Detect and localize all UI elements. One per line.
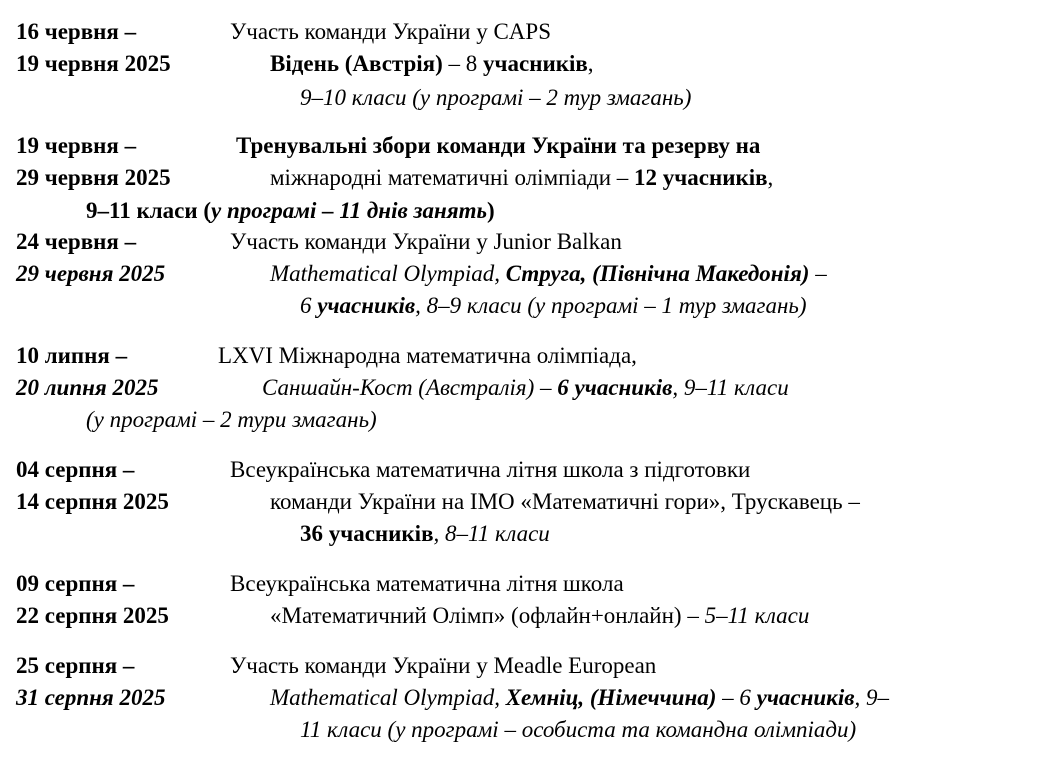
entry-5-date-start: 04 серпня – (16, 457, 135, 482)
participants-text: 36 учасників (300, 521, 434, 546)
entry-5-line-1: Всеукраїнська математична літня школа з підготовки (230, 457, 751, 482)
entry-4-line-2 (262, 376, 789, 399)
comma-text: , (494, 685, 506, 710)
grades-text: 9–11 класи ( (86, 198, 212, 223)
participants-text: учасників (756, 685, 855, 710)
entry-3-line-1: Участь команди України у Junior Balkan (230, 229, 622, 254)
entry-1-date-start: 16 червня – (16, 19, 137, 44)
entry-3-date-start: 24 червня – (16, 229, 137, 254)
comma-text: , (587, 51, 594, 76)
entry-2-line-1: Тренувальні збори команди України та резерву на (236, 133, 761, 158)
grades-text: , 8–11 класи (433, 521, 550, 546)
entry-2-line-3 (86, 199, 495, 222)
grades-text: , 9– (854, 685, 889, 710)
participants-text: 12 учасників (634, 165, 768, 190)
entry-4-date-end: 20 липня 2025 (16, 375, 159, 400)
entry-6-date-start: 09 серпня – (16, 571, 135, 596)
entry-7-date-end: 31 серпня 2025 (16, 685, 166, 710)
entry-1-date-end: 19 червня 2025 (16, 51, 171, 76)
entry-7-date-start: 25 серпня – (16, 653, 135, 678)
entry-3-date-end: 29 червня 2025 (16, 261, 166, 286)
comma-text: , (494, 261, 506, 286)
entry-1-line-1: Участь команди України у CAPS (230, 19, 551, 44)
comma-text: , (767, 165, 774, 190)
event-text: міжнародні математичні олімпіади – (270, 165, 635, 190)
entry-2-date-start: 19 червня – (16, 133, 137, 158)
location-text: Саншайн-Кост (Австралія) – (262, 375, 558, 400)
count-text: 6 (300, 293, 318, 318)
participants-text: учасників (317, 293, 416, 318)
entry-6-line-2 (270, 604, 809, 627)
entry-1-line-2 (270, 52, 594, 75)
participants-text: учасників (483, 51, 588, 76)
program-text: у програмі – 11 днів занять (211, 198, 487, 223)
event-text: Mathematical Olympiad (270, 685, 495, 710)
entry-7-line-2 (270, 686, 889, 709)
entry-5-line-3 (300, 522, 550, 545)
event-text: Mathematical Olympiad (270, 261, 495, 286)
entry-3-line-2 (270, 262, 827, 285)
dash-text: – 8 (442, 51, 484, 76)
paren-text: ) (486, 198, 495, 223)
entry-6-date-end: 22 серпня 2025 (16, 603, 169, 628)
grades-text: , 9–11 класи (672, 375, 789, 400)
entry-2-line-2 (270, 166, 773, 189)
location-text: Струга, (Північна Македонія) (505, 261, 810, 286)
entry-2-date-end: 29 червня 2025 (16, 165, 171, 190)
event-text: «Математичний Олімп» (офлайн+онлайн) – (270, 603, 705, 628)
location-text: Хемніц, (Німеччина) (505, 685, 717, 710)
grades-text: 5–11 класи (704, 603, 810, 628)
entry-1-line-3: 9–10 класи (у програмі – 2 тур змагань) (300, 85, 692, 110)
dash-text: – (809, 261, 827, 286)
location-text: Відень (Австрія) (270, 51, 443, 76)
entry-5-line-2: команди України на IMO «Математичні гори», Трускавець – (270, 489, 860, 514)
count-text: – 6 (716, 685, 757, 710)
grades-text: , 8–9 класи (у програмі – 1 тур змагань) (415, 293, 807, 318)
entry-5-date-end: 14 серпня 2025 (16, 489, 169, 514)
entry-6-line-1: Всеукраїнська математична літня школа (230, 571, 624, 596)
entry-4-line-3: (у програмі – 2 тури змагань) (86, 407, 377, 432)
entry-3-line-3 (300, 294, 807, 317)
entry-7-line-1: Участь команди України у Meadle European (230, 653, 657, 678)
participants-text: 6 учасників (557, 375, 673, 400)
entry-4-date-start: 10 липня – (16, 343, 128, 368)
entry-7-line-3: 11 класи (у програмі – особиста та командна олімпіади) (300, 717, 857, 742)
entry-4-line-1: LXVI Міжнародна математична олімпіада, (218, 343, 637, 368)
